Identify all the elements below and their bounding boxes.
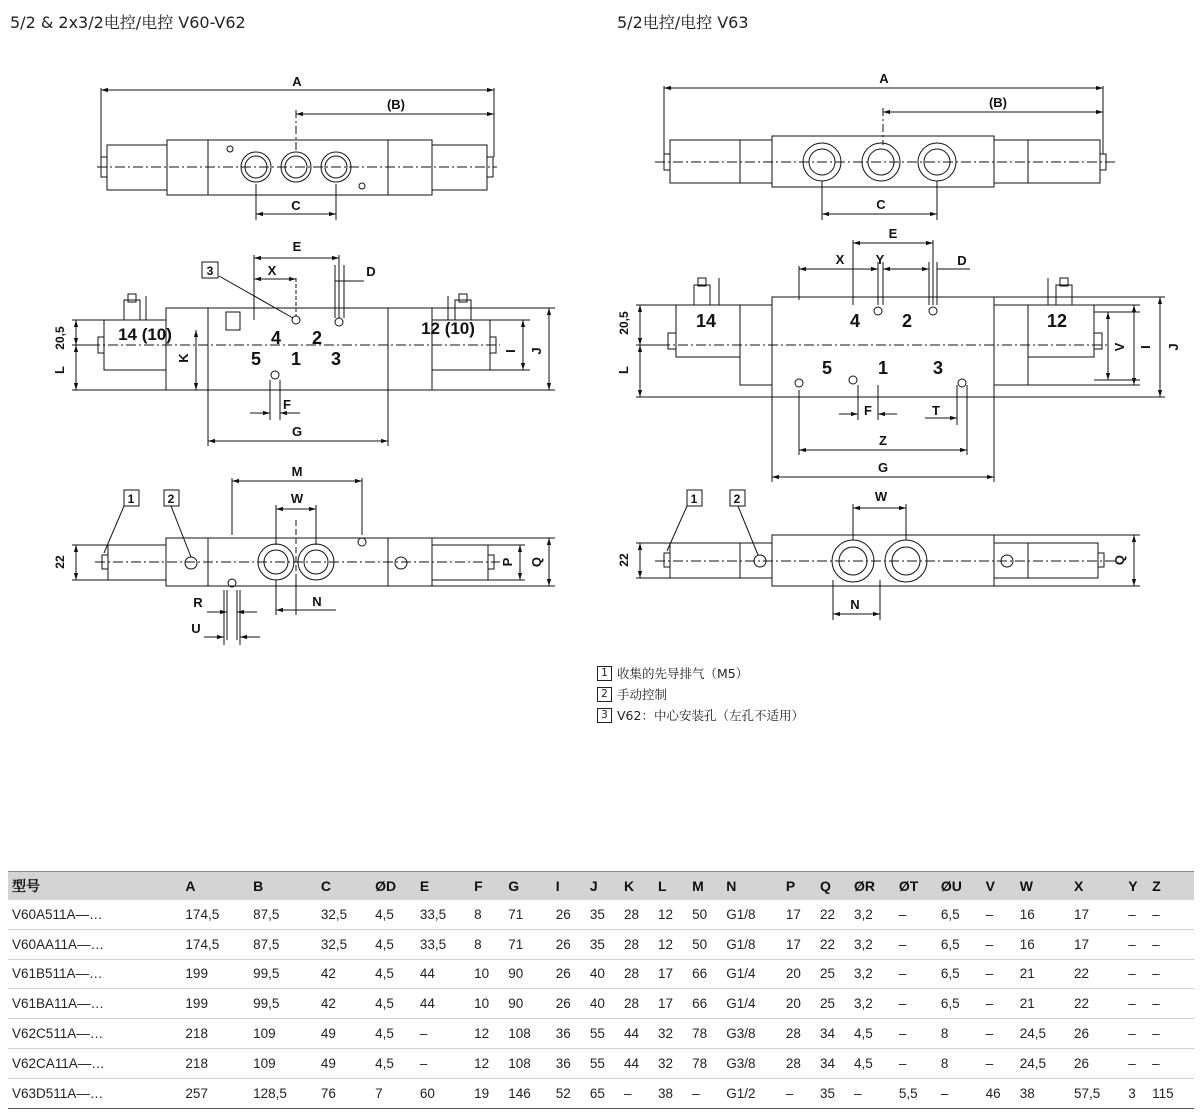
dim-22-label: 22 xyxy=(53,555,67,569)
value-cell: 40 xyxy=(586,989,620,1019)
callout-3-label: 3 xyxy=(206,264,214,278)
value-cell: 17 xyxy=(782,900,816,929)
value-cell: – xyxy=(1124,900,1148,929)
table-row xyxy=(8,900,1194,929)
value-cell: 42 xyxy=(317,959,371,989)
value-cell: 12 xyxy=(654,900,688,929)
value-cell: – xyxy=(1124,1048,1148,1078)
dim-D-label: D xyxy=(366,264,376,279)
value-cell: 65 xyxy=(586,1078,620,1108)
value-cell: 6,5 xyxy=(937,989,982,1019)
v63-callout-2-label: 2 xyxy=(733,492,741,506)
value-cell: 50 xyxy=(688,900,722,929)
value-cell: 28 xyxy=(620,959,654,989)
column-header: P xyxy=(782,872,816,901)
value-cell: – xyxy=(688,1078,722,1108)
port-2-label: 2 xyxy=(311,328,323,348)
column-header: 型号 xyxy=(8,872,181,901)
value-cell: 4,5 xyxy=(371,959,416,989)
value-cell: 38 xyxy=(654,1078,688,1108)
value-cell: 99,5 xyxy=(249,959,317,989)
model-cell: V62C511A—… xyxy=(8,1019,181,1049)
value-cell: – xyxy=(895,900,937,929)
value-cell: 19 xyxy=(470,1078,504,1108)
value-cell: 90 xyxy=(504,959,552,989)
column-header: ØR xyxy=(850,872,895,901)
v63-dim-E-label: E xyxy=(888,226,898,241)
value-cell: 17 xyxy=(654,959,688,989)
value-cell: 32,5 xyxy=(317,929,371,959)
value-cell: 33,5 xyxy=(416,900,470,929)
value-cell: 128,5 xyxy=(249,1078,317,1108)
value-cell: 4,5 xyxy=(850,1019,895,1049)
value-cell: – xyxy=(895,929,937,959)
model-cell: V63D511A—… xyxy=(8,1078,181,1108)
value-cell: 7 xyxy=(371,1078,416,1108)
value-cell: 26 xyxy=(552,900,586,929)
value-cell: 17 xyxy=(654,989,688,1019)
v63-dim-B-label: (B) xyxy=(988,95,1008,110)
value-cell: 90 xyxy=(504,989,552,1019)
value-cell: 3,2 xyxy=(850,989,895,1019)
v63-dim-V-label: V xyxy=(1112,342,1127,352)
value-cell: 4,5 xyxy=(371,1019,416,1049)
table-row xyxy=(8,929,1194,959)
value-cell: – xyxy=(850,1078,895,1108)
dim-N-label: N xyxy=(312,594,322,609)
value-cell: 8 xyxy=(470,900,504,929)
value-cell: – xyxy=(1124,959,1148,989)
column-header: J xyxy=(586,872,620,901)
value-cell: G1/4 xyxy=(722,989,782,1019)
value-cell: 17 xyxy=(1070,929,1124,959)
dim-C-label: C xyxy=(291,198,301,213)
table-row xyxy=(8,989,1194,1019)
column-header: E xyxy=(416,872,470,901)
value-cell: 108 xyxy=(504,1019,552,1049)
value-cell: 71 xyxy=(504,929,552,959)
value-cell: – xyxy=(416,1048,470,1078)
value-cell: 10 xyxy=(470,989,504,1019)
value-cell: 21 xyxy=(1016,959,1070,989)
column-header: G xyxy=(504,872,552,901)
value-cell: 12 xyxy=(470,1019,504,1049)
v63-dim-W-label: W xyxy=(874,489,888,504)
value-cell: – xyxy=(1124,1019,1148,1049)
value-cell: – xyxy=(982,1048,1016,1078)
value-cell: 12 xyxy=(470,1048,504,1078)
value-cell: 199 xyxy=(181,989,249,1019)
dim-G-label: G xyxy=(291,424,303,439)
column-header: V xyxy=(982,872,1016,901)
value-cell: 6,5 xyxy=(937,900,982,929)
value-cell: 26 xyxy=(552,989,586,1019)
value-cell: 42 xyxy=(317,989,371,1019)
value-cell: G1/8 xyxy=(722,900,782,929)
value-cell: 25 xyxy=(816,989,850,1019)
value-cell: 24,5 xyxy=(1016,1048,1070,1078)
value-cell: 22 xyxy=(816,900,850,929)
value-cell: – xyxy=(416,1019,470,1049)
callout-2-label: 2 xyxy=(167,492,175,506)
v63-port-5-label: 5 xyxy=(821,358,833,378)
dim-K-label: K xyxy=(176,353,191,363)
value-cell: – xyxy=(620,1078,654,1108)
value-cell: – xyxy=(982,989,1016,1019)
value-cell: – xyxy=(982,1019,1016,1049)
value-cell: – xyxy=(1124,929,1148,959)
port-12-10-label: 12 (10) xyxy=(421,319,475,338)
legend-item xyxy=(597,663,804,684)
value-cell: – xyxy=(1148,1048,1194,1078)
dim-Q-label: Q xyxy=(529,556,544,568)
value-cell: 87,5 xyxy=(249,900,317,929)
value-cell: 46 xyxy=(982,1078,1016,1108)
value-cell: 55 xyxy=(586,1019,620,1049)
v63-dim-D-label: D xyxy=(957,253,967,268)
value-cell: 3,2 xyxy=(850,900,895,929)
value-cell: 21 xyxy=(1016,989,1070,1019)
value-cell: 8 xyxy=(470,929,504,959)
value-cell: 4,5 xyxy=(850,1048,895,1078)
value-cell: 6,5 xyxy=(937,929,982,959)
table-row xyxy=(8,1019,1194,1049)
value-cell: 32 xyxy=(654,1048,688,1078)
value-cell: 28 xyxy=(620,929,654,959)
column-header: ØD xyxy=(371,872,416,901)
value-cell: 4,5 xyxy=(371,929,416,959)
legend-item xyxy=(597,705,804,726)
legend-text: 手动控制 xyxy=(617,687,668,702)
value-cell: 22 xyxy=(816,929,850,959)
value-cell: – xyxy=(982,959,1016,989)
v63-dim-A-label: A xyxy=(879,71,889,86)
value-cell: 3,2 xyxy=(850,929,895,959)
dimensions-table xyxy=(8,871,1194,1109)
column-header: K xyxy=(620,872,654,901)
value-cell: 174,5 xyxy=(181,929,249,959)
value-cell: 38 xyxy=(1016,1078,1070,1108)
value-cell: 20 xyxy=(782,959,816,989)
column-header: N xyxy=(722,872,782,901)
value-cell: 115 xyxy=(1148,1078,1194,1108)
column-header: C xyxy=(317,872,371,901)
value-cell: – xyxy=(1148,1019,1194,1049)
value-cell: 8 xyxy=(937,1019,982,1049)
table-body xyxy=(8,900,1194,1108)
left-drawing-title: 5/2 & 2x3/2电控/电控 V60-V62 xyxy=(10,13,246,32)
model-cell: V60AA11A—… xyxy=(8,929,181,959)
value-cell: 4,5 xyxy=(371,989,416,1019)
dim-E-label: E xyxy=(292,239,302,254)
dim-J-label: J xyxy=(529,347,544,355)
value-cell: 33,5 xyxy=(416,929,470,959)
v63-dim-I-label: I xyxy=(1138,345,1153,349)
v63-port-3-label: 3 xyxy=(932,358,944,378)
model-cell: V62CA11A—… xyxy=(8,1048,181,1078)
dim-X-label: X xyxy=(267,263,277,278)
value-cell: – xyxy=(937,1078,982,1108)
legend-number: 3 xyxy=(597,708,612,723)
value-cell: 16 xyxy=(1016,900,1070,929)
value-cell: 78 xyxy=(688,1048,722,1078)
right-side-view xyxy=(636,490,1140,620)
value-cell: 44 xyxy=(620,1048,654,1078)
legend-text: 收集的先导排气（M5） xyxy=(617,666,749,681)
value-cell: – xyxy=(895,1019,937,1049)
table-header-row xyxy=(8,872,1194,901)
left-side-view xyxy=(72,478,555,645)
v63-port-1-label: 1 xyxy=(877,358,889,378)
value-cell: 66 xyxy=(688,989,722,1019)
value-cell: 76 xyxy=(317,1078,371,1108)
value-cell: 35 xyxy=(586,900,620,929)
table-row xyxy=(8,1048,1194,1078)
value-cell: 32 xyxy=(654,1019,688,1049)
value-cell: – xyxy=(982,929,1016,959)
v63-port-12-label: 12 xyxy=(1046,311,1068,331)
column-header: A xyxy=(181,872,249,901)
v63-port-2-label: 2 xyxy=(901,311,913,331)
value-cell: 60 xyxy=(416,1078,470,1108)
value-cell: 57,5 xyxy=(1070,1078,1124,1108)
value-cell: 35 xyxy=(586,929,620,959)
column-header: L xyxy=(654,872,688,901)
right-front-view xyxy=(636,240,1165,482)
port-14-10-label: 14 (10) xyxy=(118,325,172,344)
dim-M-label: M xyxy=(291,464,303,479)
v63-dim-T-label: T xyxy=(932,403,940,418)
value-cell: 199 xyxy=(181,959,249,989)
v63-port-4-label: 4 xyxy=(849,311,861,331)
column-header: F xyxy=(470,872,504,901)
value-cell: 28 xyxy=(782,1048,816,1078)
value-cell: 218 xyxy=(181,1019,249,1049)
value-cell: 146 xyxy=(504,1078,552,1108)
value-cell: 26 xyxy=(1070,1019,1124,1049)
v63-dim-Z-label: Z xyxy=(879,433,887,448)
model-cell: V60A511A—… xyxy=(8,900,181,929)
value-cell: 4,5 xyxy=(371,1048,416,1078)
value-cell: 24,5 xyxy=(1016,1019,1070,1049)
value-cell: 36 xyxy=(552,1019,586,1049)
column-header: X xyxy=(1070,872,1124,901)
value-cell: 218 xyxy=(181,1048,249,1078)
v63-dim-C-label: C xyxy=(876,197,886,212)
legend-text: V62：中心安装孔（左孔不适用） xyxy=(617,708,804,723)
model-cell: V61B511A—… xyxy=(8,959,181,989)
port-1-label: 1 xyxy=(290,349,302,369)
value-cell: 25 xyxy=(816,959,850,989)
value-cell: G1/2 xyxy=(722,1078,782,1108)
value-cell: 99,5 xyxy=(249,989,317,1019)
value-cell: 6,5 xyxy=(937,959,982,989)
value-cell: 44 xyxy=(416,989,470,1019)
value-cell: 52 xyxy=(552,1078,586,1108)
column-header: W xyxy=(1016,872,1070,901)
value-cell: 49 xyxy=(317,1048,371,1078)
v63-dim-22-label: 22 xyxy=(617,553,631,567)
port-4-label: 4 xyxy=(270,328,282,348)
value-cell: 35 xyxy=(816,1078,850,1108)
value-cell: – xyxy=(1148,900,1194,929)
v63-callout-1-label: 1 xyxy=(690,492,698,506)
v63-port-14-label: 14 xyxy=(695,311,717,331)
v63-dim-Y-label: Y xyxy=(875,252,885,267)
value-cell: – xyxy=(1148,929,1194,959)
v63-dim-20-5-label: 20,5 xyxy=(617,311,631,335)
column-header: Q xyxy=(816,872,850,901)
v63-dim-G-label: G xyxy=(877,460,889,475)
column-header: B xyxy=(249,872,317,901)
value-cell: 78 xyxy=(688,1019,722,1049)
v63-dim-J-label: J xyxy=(1166,343,1181,351)
value-cell: 3,2 xyxy=(850,959,895,989)
value-cell: – xyxy=(895,959,937,989)
value-cell: 8 xyxy=(937,1048,982,1078)
value-cell: – xyxy=(1124,989,1148,1019)
v63-dim-N-label: N xyxy=(850,597,860,612)
value-cell: 36 xyxy=(552,1048,586,1078)
dim-L-label: L xyxy=(52,366,67,374)
value-cell: 40 xyxy=(586,959,620,989)
value-cell: 55 xyxy=(586,1048,620,1078)
value-cell: – xyxy=(1148,959,1194,989)
value-cell: 28 xyxy=(782,1019,816,1049)
column-header: I xyxy=(552,872,586,901)
value-cell: 26 xyxy=(552,929,586,959)
v63-dim-L-label: L xyxy=(616,366,631,374)
column-header: Y xyxy=(1124,872,1148,901)
v63-dim-X-label: X xyxy=(835,252,845,267)
value-cell: 109 xyxy=(249,1048,317,1078)
value-cell: G1/4 xyxy=(722,959,782,989)
dim-W-label: W xyxy=(290,491,304,506)
dim-B-label: (B) xyxy=(386,97,406,112)
value-cell: 34 xyxy=(816,1048,850,1078)
legend-number: 2 xyxy=(597,687,612,702)
value-cell: 66 xyxy=(688,959,722,989)
dim-R-label: R xyxy=(193,595,203,610)
legend-item xyxy=(597,684,804,705)
value-cell: 12 xyxy=(654,929,688,959)
dim-A-label: A xyxy=(292,74,302,89)
value-cell: – xyxy=(895,989,937,1019)
callout-1-label: 1 xyxy=(127,492,135,506)
value-cell: 20 xyxy=(782,989,816,1019)
dim-P-label: P xyxy=(500,557,515,567)
value-cell: 109 xyxy=(249,1019,317,1049)
left-front-view xyxy=(72,255,555,446)
legend xyxy=(597,663,804,726)
value-cell: G3/8 xyxy=(722,1048,782,1078)
value-cell: 49 xyxy=(317,1019,371,1049)
value-cell: – xyxy=(1148,989,1194,1019)
value-cell: 28 xyxy=(620,989,654,1019)
value-cell: 3 xyxy=(1124,1078,1148,1108)
column-header: ØU xyxy=(937,872,982,901)
value-cell: G1/8 xyxy=(722,929,782,959)
value-cell: 22 xyxy=(1070,989,1124,1019)
value-cell: G3/8 xyxy=(722,1019,782,1049)
value-cell: 26 xyxy=(1070,1048,1124,1078)
value-cell: 26 xyxy=(552,959,586,989)
value-cell: 108 xyxy=(504,1048,552,1078)
legend-number: 1 xyxy=(597,666,612,681)
dim-U-label: U xyxy=(191,621,201,636)
value-cell: 50 xyxy=(688,929,722,959)
column-header: Z xyxy=(1148,872,1194,901)
dim-20-5-label: 20,5 xyxy=(53,326,67,350)
value-cell: 87,5 xyxy=(249,929,317,959)
dim-I-label: I xyxy=(503,349,518,353)
value-cell: 32,5 xyxy=(317,900,371,929)
value-cell: 22 xyxy=(1070,959,1124,989)
value-cell: – xyxy=(782,1078,816,1108)
column-header: M xyxy=(688,872,722,901)
dim-F-label: F xyxy=(283,397,291,412)
value-cell: 34 xyxy=(816,1019,850,1049)
value-cell: 28 xyxy=(620,900,654,929)
value-cell: 174,5 xyxy=(181,900,249,929)
port-3-label: 3 xyxy=(330,349,342,369)
column-header: ØT xyxy=(895,872,937,901)
value-cell: 17 xyxy=(1070,900,1124,929)
value-cell: 17 xyxy=(782,929,816,959)
model-cell: V61BA11A—… xyxy=(8,989,181,1019)
value-cell: 16 xyxy=(1016,929,1070,959)
value-cell: 44 xyxy=(416,959,470,989)
value-cell: 257 xyxy=(181,1078,249,1108)
value-cell: 44 xyxy=(620,1019,654,1049)
table-row xyxy=(8,959,1194,989)
value-cell: – xyxy=(895,1048,937,1078)
value-cell: 10 xyxy=(470,959,504,989)
value-cell: 4,5 xyxy=(371,900,416,929)
port-5-label: 5 xyxy=(250,349,262,369)
v63-dim-Q-label: Q xyxy=(1112,554,1127,566)
table-row xyxy=(8,1078,1194,1108)
v63-dim-F-label: F xyxy=(864,403,872,418)
value-cell: – xyxy=(982,900,1016,929)
value-cell: 5,5 xyxy=(895,1078,937,1108)
value-cell: 71 xyxy=(504,900,552,929)
right-drawing-title: 5/2电控/电控 V63 xyxy=(617,13,749,32)
